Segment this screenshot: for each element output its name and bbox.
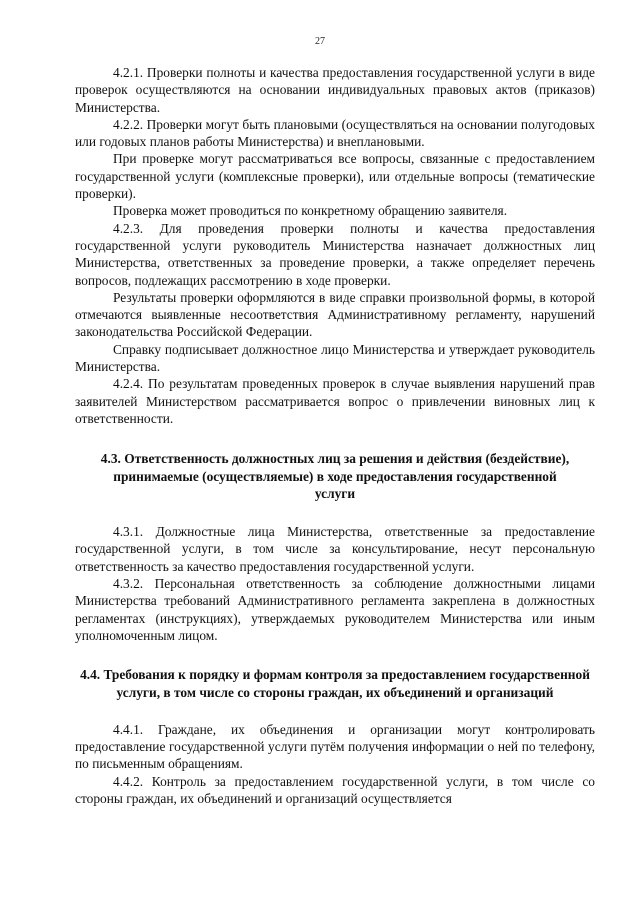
document-body <box>75 64 595 807</box>
paragraph-4-2-4: 4.2.4. По результатам проведенных проверок в случае выявления нарушений прав заявителей Министерством рассматривается вопрос о привлечении виновных лиц к ответственности. <box>75 376 595 426</box>
paragraph-4-4-1: 4.4.1. Граждане, их объединения и организации могут контролировать предоставление государственной услуги путём получения информации о ней по телефону, по письменным обращениям. <box>75 721 595 772</box>
paragraph-4-4-2: 4.4.2. Контроль за предоставлением государственной услуги, в том числе со стороны граждан, их объединений и организаций осуществляется <box>75 773 595 806</box>
paragraph-4-3-2: 4.3.2. Персональная ответственность за соблюдение должностными лицами Министерства требований Административного регламента закреплена в должностных регламентах (инструкциях), утверждаемых руководителем Министерства или иным уполномоченным лицом. <box>75 576 595 643</box>
paragraph-4-2-3: 4.2.3. Для проведения проверки полноты и качества предоставления государственной услуги руководитель Министерства назначает должностных лиц Министерства, ответственных за проведение проверки, а также определяет перечень вопросов, подлежащих рассмотрению в ходе проверки. <box>75 220 595 288</box>
paragraph-report-signing: Справку подписывает должностное лицо Министерства и утверждает руководитель Министерства. <box>75 341 595 375</box>
paragraph-4-3-1: 4.3.1. Должностные лица Министерства, ответственные за предоставление государственной услуги, в том числе за консультирование, несут персональную ответственность за качество предоставления государственной услуги. <box>75 524 595 574</box>
page-number: 27 <box>315 36 325 47</box>
paragraph-check-scope: При проверке могут рассматриваться все вопросы, связанные с предоставлением государственной услуги (комплексные проверки), или отдельные вопросы (тематические проверки). <box>75 151 595 202</box>
paragraph-check-results: Результаты проверки оформляются в виде справки произвольной формы, в которой отмечаются выявленные несоответствия Административному регламенту, нарушений законодательства Российской Федерации. <box>75 289 595 340</box>
paragraph-4-2-2: 4.2.2. Проверки могут быть плановыми (осуществляться на основании полугодовых или годовых планов работы Министерства) и внеплановыми. <box>75 116 595 150</box>
paragraph-4-2-1: 4.2.1. Проверки полноты и качества предоставления государственной услуги в виде проверок осуществляются на основании индивидуальных правовых актов (приказов) Министерства. <box>75 65 595 115</box>
section-heading-4-4: 4.4. Требования к порядку и формам контроля за предоставлением государственной услуги, в том числе со стороны граждан, их объединений и организаций <box>80 667 590 700</box>
paragraph-check-by-request: Проверка может проводиться по конкретному обращению заявителя. <box>113 203 508 219</box>
section-heading-4-3: 4.3. Ответственность должностных лиц за решения и действия (бездействие), принимаемые (осуществляемые) в ходе предоставления государственной услуги <box>100 451 570 501</box>
